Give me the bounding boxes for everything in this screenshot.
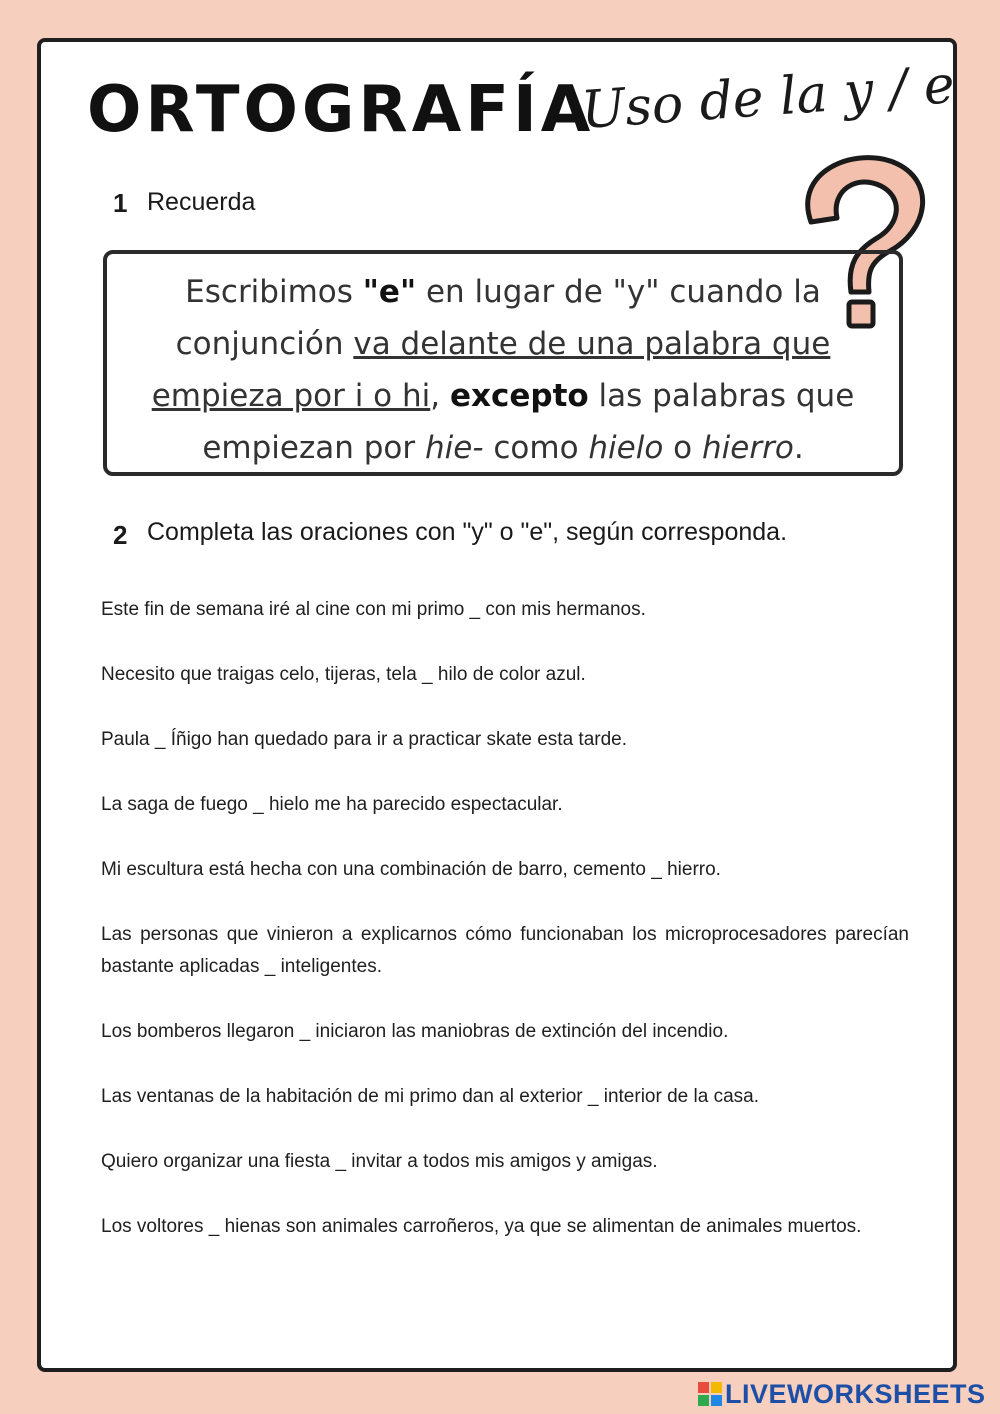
rule-text-11: o xyxy=(663,430,703,466)
worksheet-page xyxy=(37,38,957,1372)
section-2-title: Completa las oraciones con "y" o "e", según corresponda. xyxy=(147,518,788,546)
rule-text-8: hie- xyxy=(424,430,484,466)
rule-text-12: hierro xyxy=(702,430,794,466)
section-1-title: Recuerda xyxy=(147,188,256,216)
sentence-5[interactable]: Mi escultura está hecha con una combinación de barro, cemento _ hierro. xyxy=(101,859,721,880)
logo-text: LIVEWORKSHEETS xyxy=(725,1378,986,1409)
liveworksheets-logo-icon xyxy=(698,1382,722,1406)
page-title: ORTOGRAFÍA xyxy=(87,73,595,147)
rule-text-1: Escribimos xyxy=(185,274,363,310)
section-1-number: 1 xyxy=(113,188,128,218)
rule-text-4: va delante de una palabra que empieza por i o hi xyxy=(151,326,831,414)
sentence-10[interactable]: Los voltores _ hienas son animales carroñeros, ya que se alimentan de animales muertos. xyxy=(101,1216,862,1237)
sentence-8[interactable]: Las ventanas de la habitación de mi primo dan al exterior _ interior de la casa. xyxy=(101,1086,759,1107)
rule-text-7: las palabras que empiezan por xyxy=(202,378,855,466)
page-subtitle: Uso de la y / e xyxy=(579,55,957,141)
sentence-1[interactable]: Este fin de semana iré al cine con mi primo _ con mis hermanos. xyxy=(101,599,646,620)
rule-text-9: como xyxy=(483,430,589,466)
rule-text-5: , xyxy=(430,378,450,414)
section-2-number: 2 xyxy=(113,520,128,550)
sentence-list xyxy=(101,594,909,1308)
rule-text-6: excepto xyxy=(449,378,589,414)
liveworksheets-logo[interactable] xyxy=(698,1380,986,1408)
rule-text-10: hielo xyxy=(588,430,664,466)
rule-text-2: "e" xyxy=(362,274,417,310)
sentence-7[interactable]: Los bomberos llegaron _ iniciaron las maniobras de extinción del incendio. xyxy=(101,1021,729,1042)
sentence-9[interactable]: Quiero organizar una fiesta _ invitar a todos mis amigos y amigas. xyxy=(101,1151,658,1172)
rule-text-3: en lugar de "y" cuando la conjunción xyxy=(175,274,821,362)
rule-box xyxy=(103,250,903,476)
sentence-6[interactable]: Las personas que vinieron a explicarnos cómo funcionaban los microprocesadores parecían bastante aplicadas _ inteligentes. xyxy=(101,924,909,977)
sentence-4[interactable]: La saga de fuego _ hielo me ha parecido espectacular. xyxy=(101,794,563,815)
sentence-3[interactable]: Paula _ Íñigo han quedado para ir a practicar skate esta tarde. xyxy=(101,729,628,750)
sentence-2[interactable]: Necesito que traigas celo, tijeras, tela _ hilo de color azul. xyxy=(101,664,586,685)
rule-text-13: . xyxy=(793,430,804,466)
